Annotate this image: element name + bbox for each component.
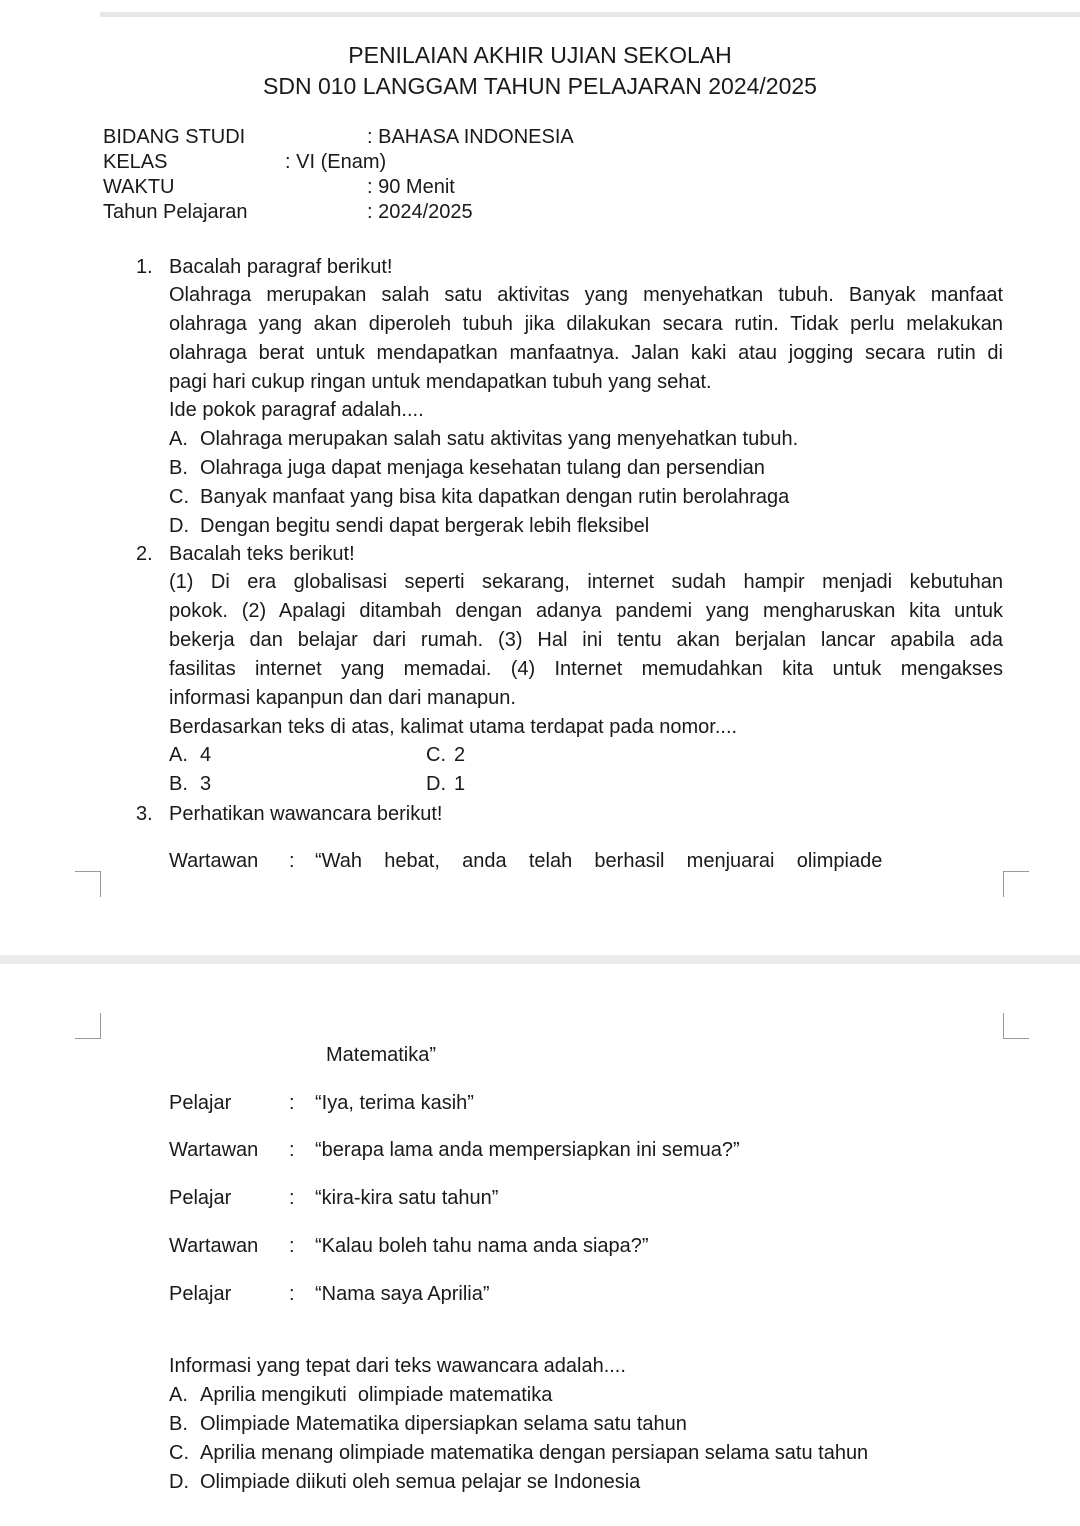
option-letter: B. [169, 773, 188, 795]
question-1-instruction: Bacalah paragraf berikut! [169, 256, 393, 278]
option-text: Dengan begitu sendi dapat bergerak lebih fleksibel [200, 515, 650, 537]
question-3-number: 3. [136, 803, 153, 825]
question-2-option-a[interactable] [169, 742, 211, 768]
option-text: 3 [200, 773, 212, 795]
question-3-option-a[interactable] [169, 1382, 552, 1408]
question-1-paragraph-line: Olahraga merupakan salah satu aktivitas yang menyehatkan tubuh. Banyak manfaat [169, 284, 1003, 306]
question-1-prompt: Ide pokok paragraf adalah.... [169, 399, 424, 421]
colon: : [289, 1283, 295, 1305]
option-text: 4 [200, 744, 212, 766]
colon: : [289, 1235, 295, 1257]
question-1-option-b[interactable] [169, 455, 765, 481]
page-break-divider [0, 955, 1080, 964]
interview-continuation: Matematika” [326, 1044, 437, 1066]
utterance: “Wah hebat, anda telah berhasil menjuarai olimpiade [315, 850, 883, 872]
option-letter: A. [169, 1384, 188, 1406]
interview-line-first [169, 848, 955, 874]
question-1-paragraph-line: olahraga yang akan diperoleh tubuh jika dilakukan secara rutin. Tidak perlu melakukan [169, 313, 1003, 335]
utterance: “Kalau boleh tahu nama anda siapa?” [315, 1235, 649, 1257]
option-letter: C. [169, 1442, 189, 1464]
question-2-paragraph-line: (1) Di era globalisasi seperti sekarang, internet sudah hampir menjadi kebutuhan [169, 571, 1003, 593]
option-letter: C. [426, 744, 446, 766]
option-text: 2 [454, 744, 466, 766]
question-2-option-c[interactable] [426, 742, 465, 768]
option-text: Olimpiade Matematika dipersiapkan selama satu tahun [200, 1413, 687, 1435]
interview-line [169, 1137, 740, 1163]
question-2-instruction: Bacalah teks berikut! [169, 543, 355, 565]
question-2-paragraph-line: informasi kapanpun dan dari manapun. [169, 687, 516, 709]
option-text: Olahraga juga dapat menjaga kesehatan tulang dan persendian [200, 457, 765, 479]
margin-corner-mark [1003, 871, 1029, 897]
speaker: Wartawan [169, 1235, 259, 1257]
question-2-paragraph-line: bekerja dan belajar dari rumah. (3) Hal ini tentu akan berjalan lancar apabila ada [169, 629, 1003, 651]
option-letter: C. [169, 486, 189, 508]
interview-line [169, 1185, 498, 1211]
meta-label: KELAS [103, 151, 168, 173]
speaker: Wartawan [169, 1139, 259, 1161]
utterance: “berapa lama anda mempersiapkan ini semua?” [315, 1139, 740, 1161]
meta-label: WAKTU [103, 176, 175, 198]
question-2-option-b[interactable] [169, 771, 211, 797]
option-text: Olimpiade diikuti oleh semua pelajar se Indonesia [200, 1471, 641, 1493]
question-1-paragraph-line: pagi hari cukup ringan untuk mendapatkan tubuh yang sehat. [169, 371, 712, 393]
question-3-prompt: Informasi yang tepat dari teks wawancara adalah.... [169, 1355, 626, 1377]
question-1-option-c[interactable] [169, 484, 789, 510]
interview-line [169, 1090, 474, 1116]
utterance: “Iya, terima kasih” [315, 1092, 474, 1114]
option-text: Aprilia mengikuti olimpiade matematika [200, 1384, 553, 1406]
colon: : [289, 1187, 295, 1209]
exam-title: PENILAIAN AKHIR UJIAN SEKOLAH [348, 42, 732, 68]
utterance: “kira-kira satu tahun” [315, 1187, 499, 1209]
option-letter: A. [169, 428, 188, 450]
question-3-option-d[interactable] [169, 1469, 640, 1495]
colon: : [289, 1139, 295, 1161]
margin-corner-mark [1003, 1013, 1029, 1039]
colon: : [289, 1092, 295, 1114]
question-3-option-b[interactable] [169, 1411, 687, 1437]
option-text: 1 [454, 773, 466, 795]
option-text: Olahraga merupakan salah satu aktivitas yang menyehatkan tubuh. [200, 428, 799, 450]
speaker: Wartawan [169, 850, 259, 872]
option-letter: D. [169, 515, 189, 537]
meta-value: : 2024/2025 [367, 201, 473, 223]
school-title: SDN 010 LANGGAM TAHUN PELAJARAN 2024/2025 [263, 73, 817, 99]
question-3-instruction: Perhatikan wawancara berikut! [169, 803, 443, 825]
meta-value: : VI (Enam) [285, 151, 387, 173]
meta-label: Tahun Pelajaran [103, 201, 248, 223]
option-letter: A. [169, 744, 188, 766]
meta-value: : BAHASA INDONESIA [367, 126, 574, 148]
question-2-prompt: Berdasarkan teks di atas, kalimat utama terdapat pada nomor.... [169, 716, 738, 738]
question-2-paragraph-line: fasilitas internet yang memadai. (4) Internet memudahkan kita untuk mengakses [169, 658, 1003, 680]
option-letter: B. [169, 1413, 188, 1435]
option-letter: B. [169, 457, 188, 479]
margin-corner-mark [75, 1013, 101, 1039]
question-1-option-d[interactable] [169, 513, 649, 539]
speaker: Pelajar [169, 1092, 232, 1114]
speaker: Pelajar [169, 1187, 232, 1209]
meta-value: : 90 Menit [367, 176, 455, 198]
question-3-option-c[interactable] [169, 1440, 868, 1466]
question-2-paragraph-line: pokok. (2) Apalagi ditambah dengan adanya pandemi yang mengharuskan kita untuk [169, 600, 1003, 622]
utterance: “Nama saya Aprilia” [315, 1283, 490, 1305]
question-2-number: 2. [136, 543, 153, 565]
option-text: Aprilia menang olimpiade matematika dengan persiapan selama satu tahun [200, 1442, 869, 1464]
interview-line [169, 1281, 490, 1307]
colon: : [289, 850, 295, 872]
speaker: Pelajar [169, 1283, 232, 1305]
meta-label: BIDANG STUDI [103, 126, 246, 148]
option-letter: D. [169, 1471, 189, 1493]
question-1-number: 1. [136, 256, 153, 278]
interview-line [169, 1233, 649, 1259]
option-letter: D. [426, 773, 446, 795]
page-top-edge [100, 12, 1080, 17]
question-1-paragraph-line: olahraga berat untuk mendapatkan manfaatnya. Jalan kaki atau jogging secara rutin di [169, 342, 1003, 364]
question-1-option-a[interactable] [169, 426, 798, 452]
option-text: Banyak manfaat yang bisa kita dapatkan dengan rutin berolahraga [200, 486, 790, 508]
margin-corner-mark [75, 871, 101, 897]
question-2-option-d[interactable] [426, 771, 465, 797]
